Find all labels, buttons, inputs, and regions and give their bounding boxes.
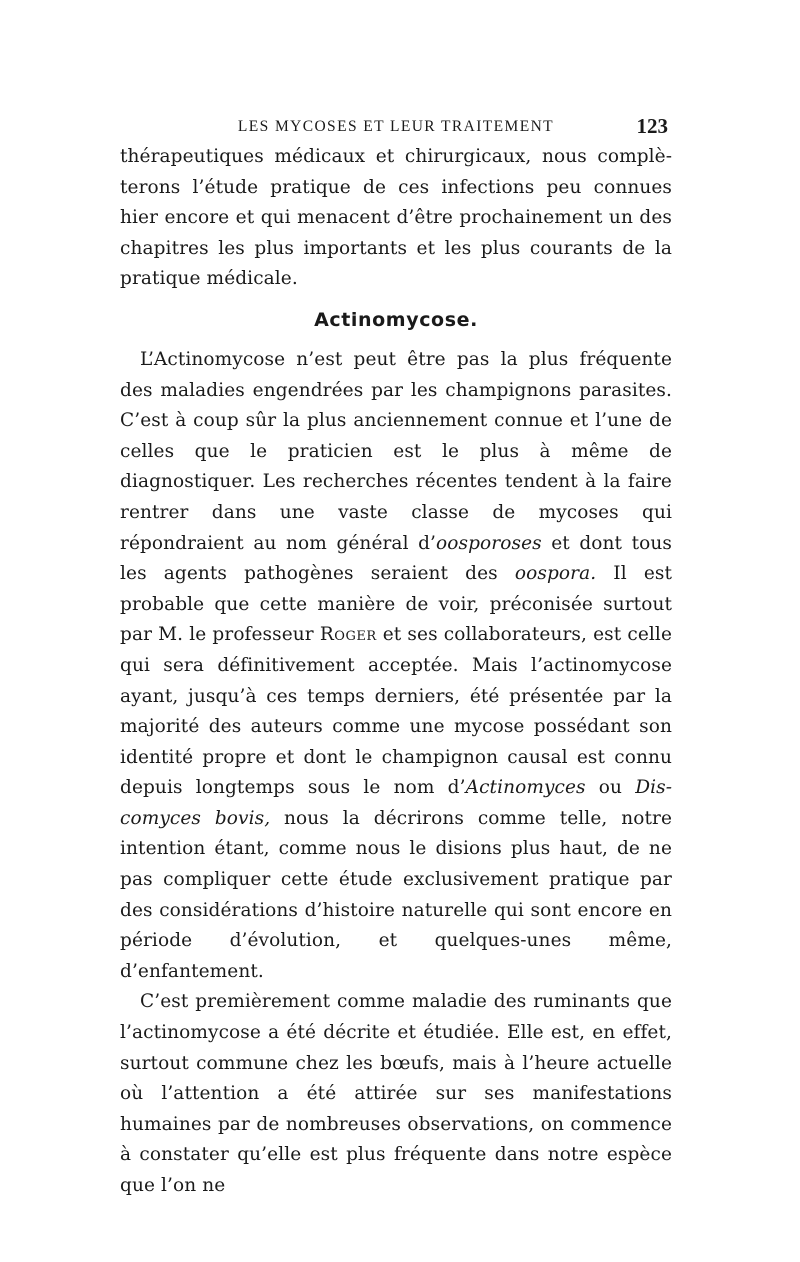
running-title: LES MYCOSES ET LEUR TRAITEMENT xyxy=(237,118,555,135)
paragraph-ruminants: C’est premièrement comme maladie des ruminants que l’actinomycose a été décrite et étudiée. Elle est, en effet, surtout commune chez les bœufs, mais à l’heure actuelle où l’attention a été attirée sur ses manifestations humaines par de nombreuses observations, on commence à constater qu’elle est plus fréquente dans notre espèce que l’on ne xyxy=(120,991,672,1196)
paragraph-continued: thérapeutiques médicaux et chirurgicaux, nous complèterons l’étude pratique de ces infections peu connues hier encore et qui menacent d’être prochainement un des chapitres les plus importants et les plus courants de la pratique médicale. xyxy=(120,146,672,290)
running-head xyxy=(120,114,672,138)
paragraph-actinomycose-intro xyxy=(120,345,672,987)
italic-term-discomyces-bovis: Discomyces bovis, xyxy=(120,777,673,829)
text-run: Il est probable que cette manière de voir, préconisée surtout par M. le professeur xyxy=(120,563,672,646)
text-run: et dont tous les agents pathogènes seraient des xyxy=(120,532,672,585)
page-number: 123 xyxy=(636,114,668,138)
section-heading: Actinomycose. xyxy=(314,308,478,331)
italic-term-actinomyces: Actinomyces xyxy=(465,777,586,799)
body-text xyxy=(120,142,672,1202)
italic-term-oospora: oospora. xyxy=(514,563,597,585)
text-run: ou xyxy=(585,777,636,799)
text-run: et ses collaborateurs, est celle qui sera définitivement acceptée. Mais l’actinomycose ayant, jusqu’à ces temps derniers, été présentée par la majorité des auteurs comme une mycose possédant son identité propre et dont le champignon causal est connu depuis longtemps sous le nom d’ xyxy=(120,624,672,799)
text-run: L’Actinomycose n’est peut être pas la plus fréquente des maladies engendrées par les champignons parasites. C’est à coup sûr la plus anciennement connue et l’une de celles que le praticien est le plus à même de diagnostiquer. Les recherches récentes tendent à la faire rentrer dans une vaste classe de mycoses qui répondraient au nom général d’ xyxy=(120,348,672,554)
text-run: nous la décrirons comme telle, notre intention étant, comme nous le disions plus haut, de ne pas compliquer cette étude exclusivement pratique par des considérations d’histoire naturelle qui sont encore en période d’évolution, et quelques-unes même, d’enfantement. xyxy=(120,807,672,982)
author-name-roger: Roger xyxy=(319,624,377,646)
italic-term-oosporoses: oosporoses xyxy=(436,532,542,554)
